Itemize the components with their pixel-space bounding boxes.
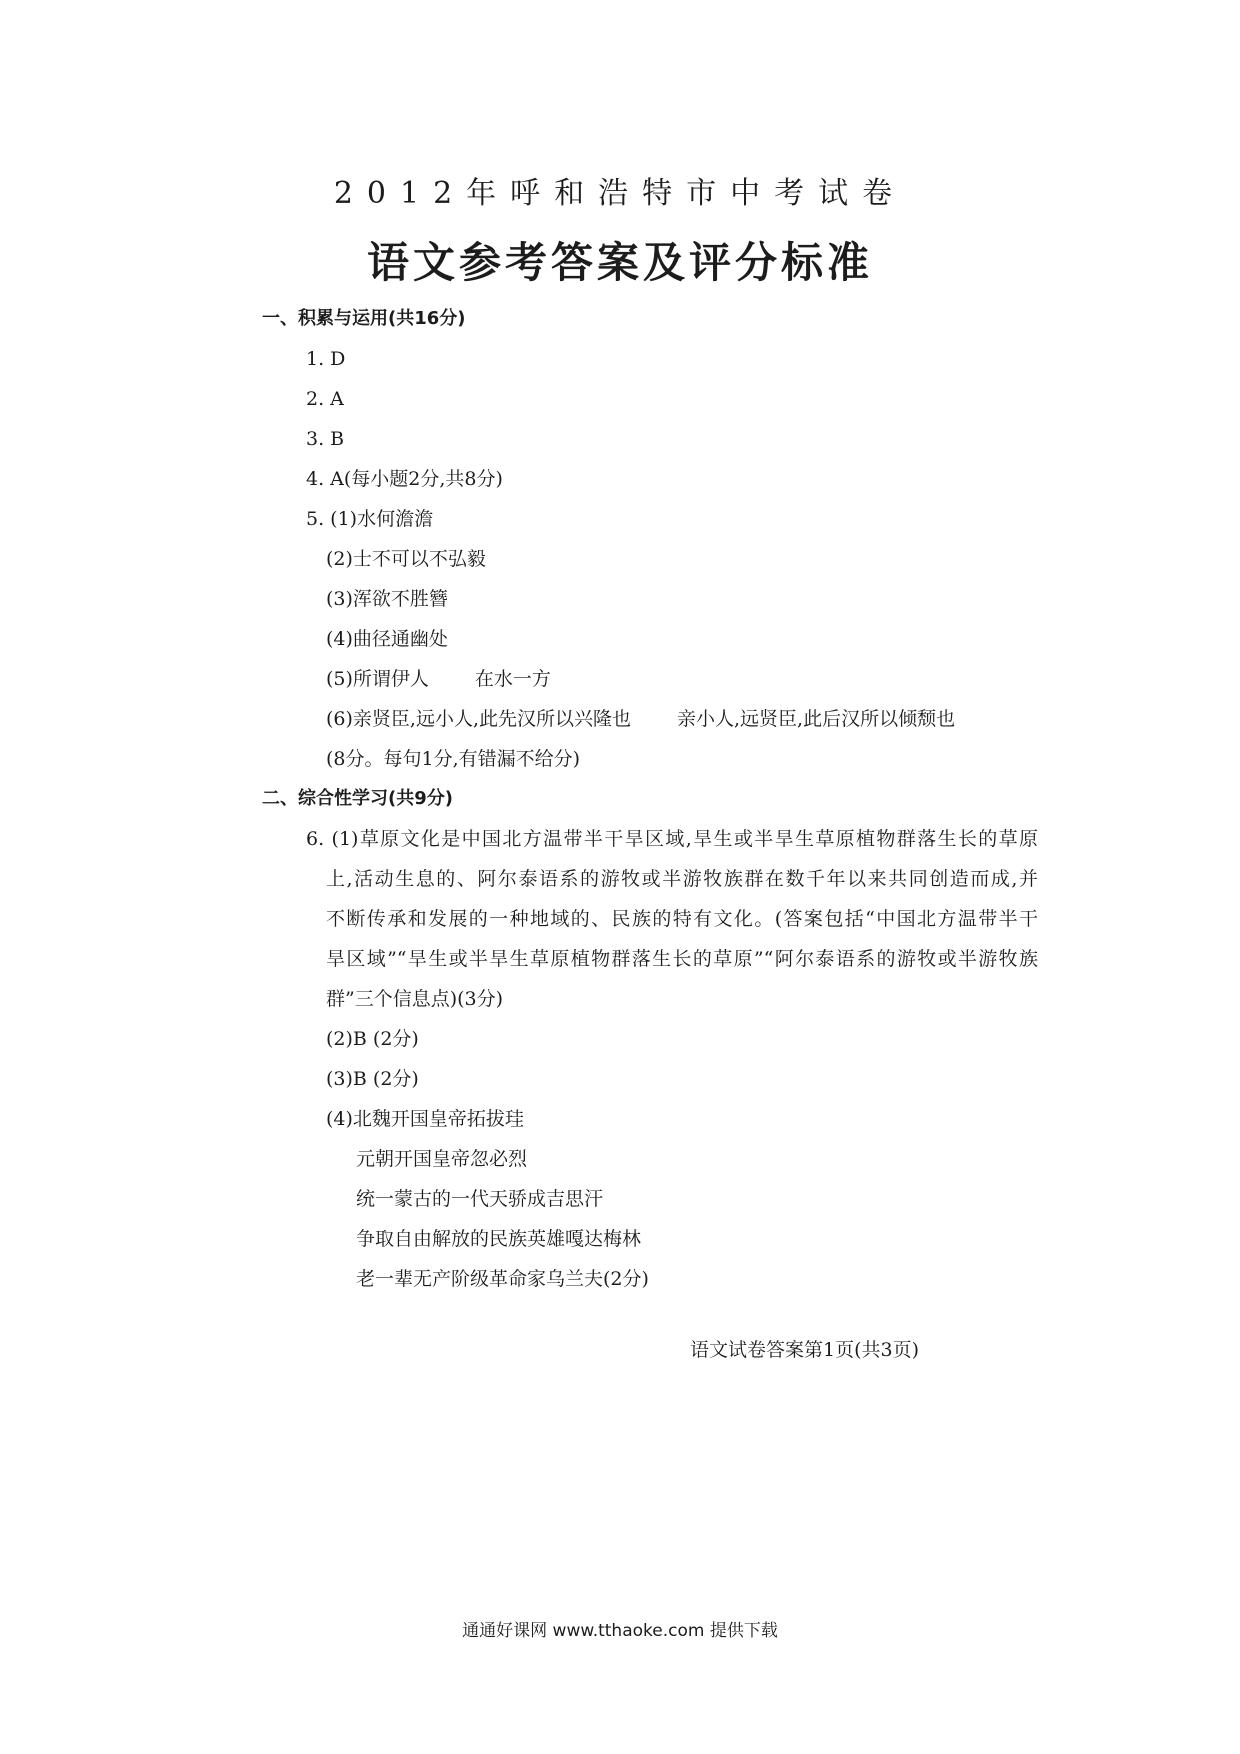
answer-q6-1-line-1: 6. (1)草原文化是中国北方温带半干旱区域,旱生或半旱生草原植物群落生长的草原 <box>306 828 1038 850</box>
answer-q5-6-part-a: (6)亲贤臣,远小人,此先汉所以兴隆也 <box>326 708 631 730</box>
answer-q6-4-line-2: 元朝开国皇帝忽必烈 <box>356 1148 528 1170</box>
answer-q4: 4. A(每小题2分,共8分) <box>306 468 503 490</box>
exam-title: 2012年呼和浩特市中考试卷 <box>333 176 907 211</box>
answer-q5-6-part-b: 亲小人,远贤臣,此后汉所以倾颓也 <box>677 708 956 730</box>
answer-q6-1-line-5: 群”三个信息点)(3分) <box>326 988 504 1010</box>
answer-q6-4-line-5: 老一辈无产阶级革命家乌兰夫(2分) <box>356 1268 649 1290</box>
section-heading-1: 一、积累与运用(共16分) <box>262 308 466 329</box>
answer-q6-2: (2)B (2分) <box>326 1028 419 1050</box>
answer-q5-note: (8分。每句1分,有错漏不给分) <box>326 748 581 770</box>
answer-q6-1-line-3: 不断传承和发展的一种地域的、民族的特有文化。(答案包括“中国北方温带半干 <box>326 908 1038 930</box>
answer-q6-4-line-3: 统一蒙古的一代天骄成吉思汗 <box>356 1188 604 1210</box>
answer-q5-2: (2)士不可以不弘毅 <box>326 548 486 570</box>
answer-q5-1: 5. (1)水何澹澹 <box>306 508 434 530</box>
section-heading-2: 二、综合性学习(共9分) <box>262 788 453 809</box>
answer-q5-5 <box>326 666 551 692</box>
page-number: 语文试卷答案第1页(共3页) <box>690 1339 920 1361</box>
answer-q5-5-part-a: (5)所谓伊人 <box>326 668 429 690</box>
answer-q2: 2. A <box>306 388 344 410</box>
answer-q6-4-line-1: (4)北魏开国皇帝拓拔珪 <box>326 1108 524 1130</box>
answer-q6-4-line-4: 争取自由解放的民族英雄嘎达梅林 <box>356 1228 642 1250</box>
answer-q1: 1. D <box>306 348 346 370</box>
answer-q6-3: (3)B (2分) <box>326 1068 419 1090</box>
answer-q5-4: (4)曲径通幽处 <box>326 628 448 650</box>
answer-q3: 3. B <box>306 428 345 450</box>
answer-q5-6 <box>326 706 955 732</box>
download-watermark: 通通好课网 www.tthaoke.com 提供下载 <box>462 1621 778 1641</box>
answer-q6-1-line-2: 上,活动生息的、阿尔泰语系的游牧或半游牧族群在数千年以来共同创造而成,并 <box>326 868 1038 890</box>
document-title: 语文参考答案及评分标准 <box>366 238 873 287</box>
answer-q5-5-part-b: 在水一方 <box>474 668 551 690</box>
answer-q5-3: (3)浑欲不胜簪 <box>326 588 448 610</box>
answer-q6-1-line-4: 旱区域”“旱生或半旱生草原植物群落生长的草原”“阿尔泰语系的游牧或半游牧族 <box>326 948 1038 970</box>
